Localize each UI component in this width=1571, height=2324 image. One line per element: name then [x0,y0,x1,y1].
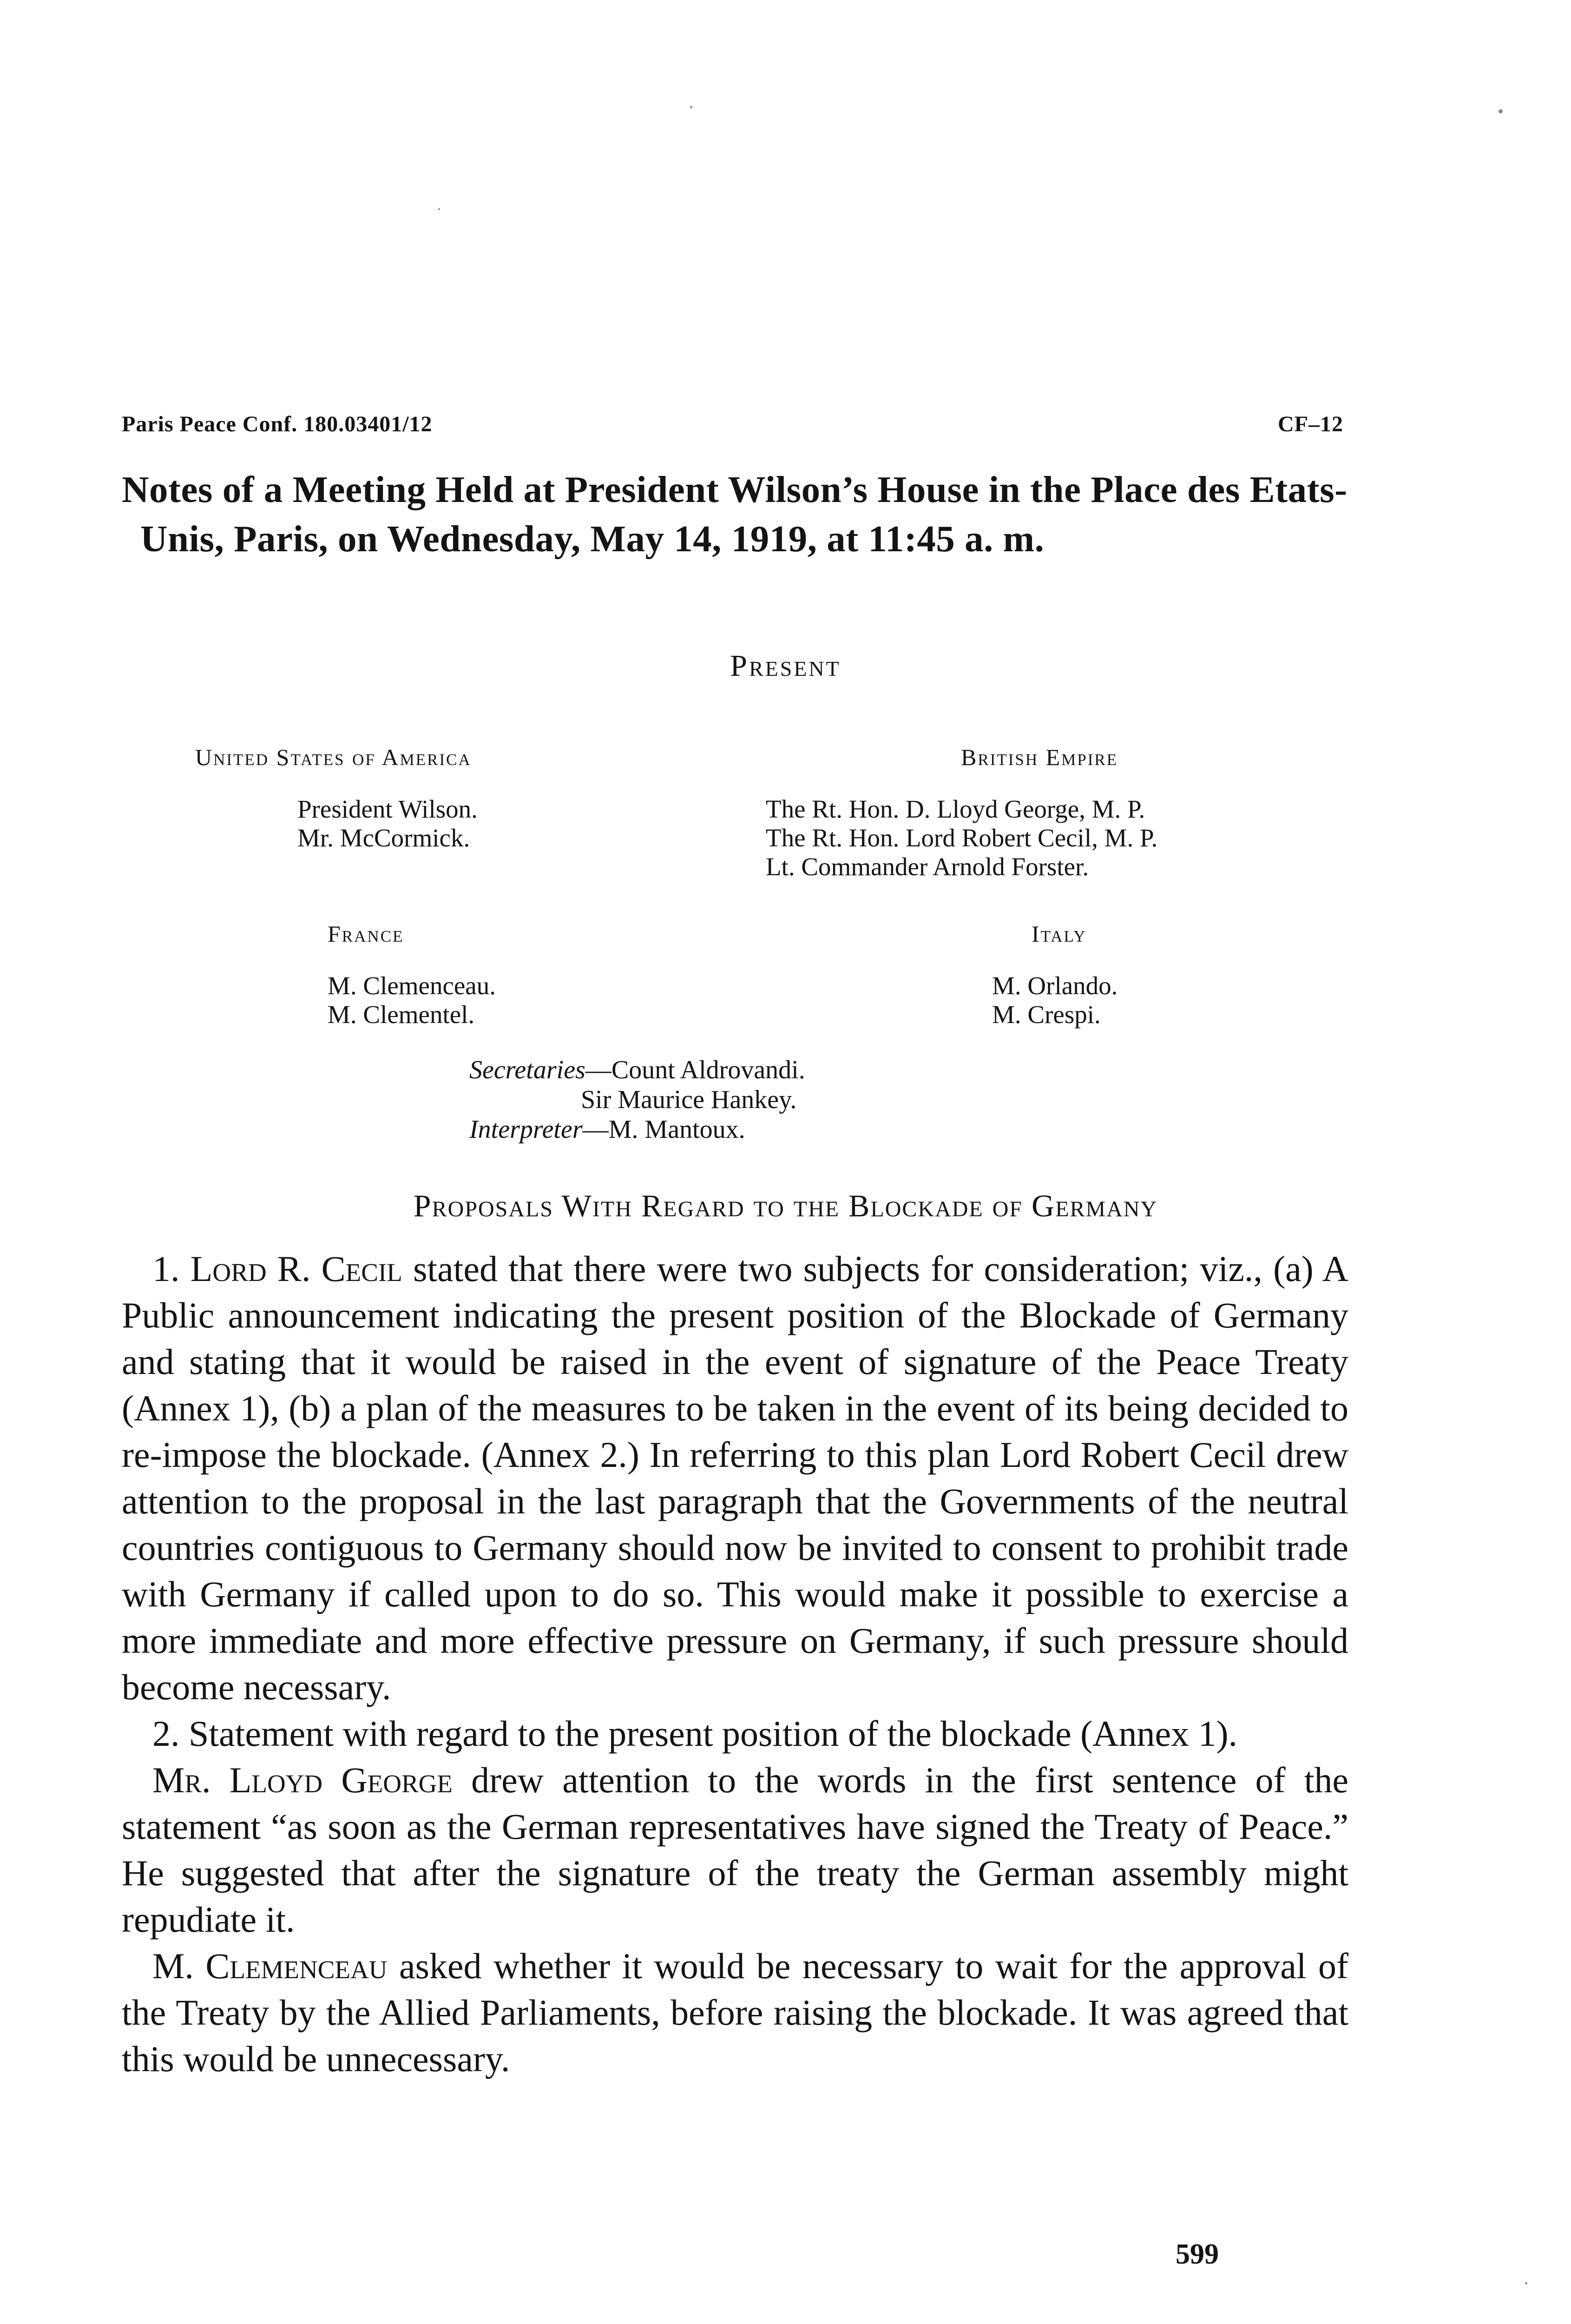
scan-speck [690,106,692,108]
interpreter-line [469,1115,805,1144]
scan-speck [1525,2282,1527,2284]
page-number: 599 [1176,2238,1219,2270]
scan-speck [438,208,440,210]
section-heading: Proposals With Regard to the Blockade of Germany [413,1188,1158,1223]
paragraph-text: drew attention to the words in the first sentence of the statement “as soon as the German representatives have signed the Treaty of Peace.” He suggested that after the signature of the treaty the German assembly might repudiate it. [122,1760,1348,1940]
present-heading: Present [730,649,841,683]
delegate: M. Clementel. [328,1000,475,1029]
running-head-document-code: CF–12 [1278,412,1343,436]
secretaries-line [469,1055,805,1085]
delegation-italy [992,920,1117,1029]
delegation-country: France [328,921,404,947]
delegation-usa [195,744,478,852]
delegation-members [766,795,1157,881]
paragraph-1 [122,1246,1348,1710]
delegation-members [297,795,478,852]
speaker-name: Mr. Lloyd George [152,1760,453,1800]
document-title: Notes of a Meeting Held at President Wilson’s House in the Place des Etats-Unis, Paris, on Wednesday, May 14, 1919, at 11:45 a. m. [122,469,1348,560]
delegate: President Wilson. [297,795,478,823]
paragraph-3 [122,1757,1348,1943]
secretaries-block [469,1055,805,1144]
secretary-name: Sir Maurice Hankey. [581,1085,797,1114]
delegate: Mr. McCormick. [297,824,470,852]
delegation-british-empire [766,744,1157,881]
delegation-members [992,971,1117,1029]
delegation-country: British Empire [961,744,1118,770]
paragraph-text: asked whether it would be necessary to wait for the approval of the Treaty by the Allied Parliaments, before raising the blockade. It was agreed that this would be unnecessary. [122,1946,1349,2079]
body-text [122,1246,1348,2082]
paragraph-number: 1. [152,1248,191,1289]
delegation-members [328,971,496,1029]
interpreter-name: —M. Mantoux. [582,1115,745,1144]
paragraph-2: 2. Statement with regard to the present position of the blockade (Annex 1). [152,1713,1238,1754]
delegation-country: United States of America [195,744,472,770]
delegate: M. Orlando. [992,971,1118,1000]
delegate: M. Crespi. [992,1000,1101,1029]
speaker-name: Lord R. Cecil [190,1248,402,1289]
scan-speck [1499,109,1503,113]
paragraph-4 [122,1943,1348,2082]
paragraph-text: stated that there were two subjects for consideration; viz., (a) A Public announcement indicating the present position of the Blockade of Germany and stating that it would be raised in the event of signature of the Peace Treaty (Annex 1), (b) a plan of the measures to be taken in the event of its being decided to re-impose the blockade. (Annex 2.) In referring to this plan Lord Robert Cecil drew attention to the proposal in the last paragraph that the Governments of the neutral countries contiguous to Germany should now be invited to consent to prohibit trade with Germany if called upon to do so. This would make it possible to exercise a more immediate and more effective pressure on Germany, if such pressure should become necessary. [122,1248,1349,1707]
secretary-name: —Count Aldrovandi. [585,1056,805,1084]
speaker-name: M. Clemenceau [152,1946,388,1986]
delegate: Lt. Commander Arnold Forster. [766,852,1089,881]
delegate: M. Clemenceau. [328,971,496,1000]
delegate: The Rt. Hon. Lord Robert Cecil, M. P. [766,824,1158,852]
running-head-reference: Paris Peace Conf. 180.03401/12 [122,412,433,436]
delegation-country: Italy [1032,921,1087,947]
interpreter-label: Interpreter [469,1115,583,1144]
delegation-france [328,920,496,1029]
delegate: The Rt. Hon. D. Lloyd George, M. P. [766,795,1145,823]
secretaries-label: Secretaries [469,1056,585,1084]
